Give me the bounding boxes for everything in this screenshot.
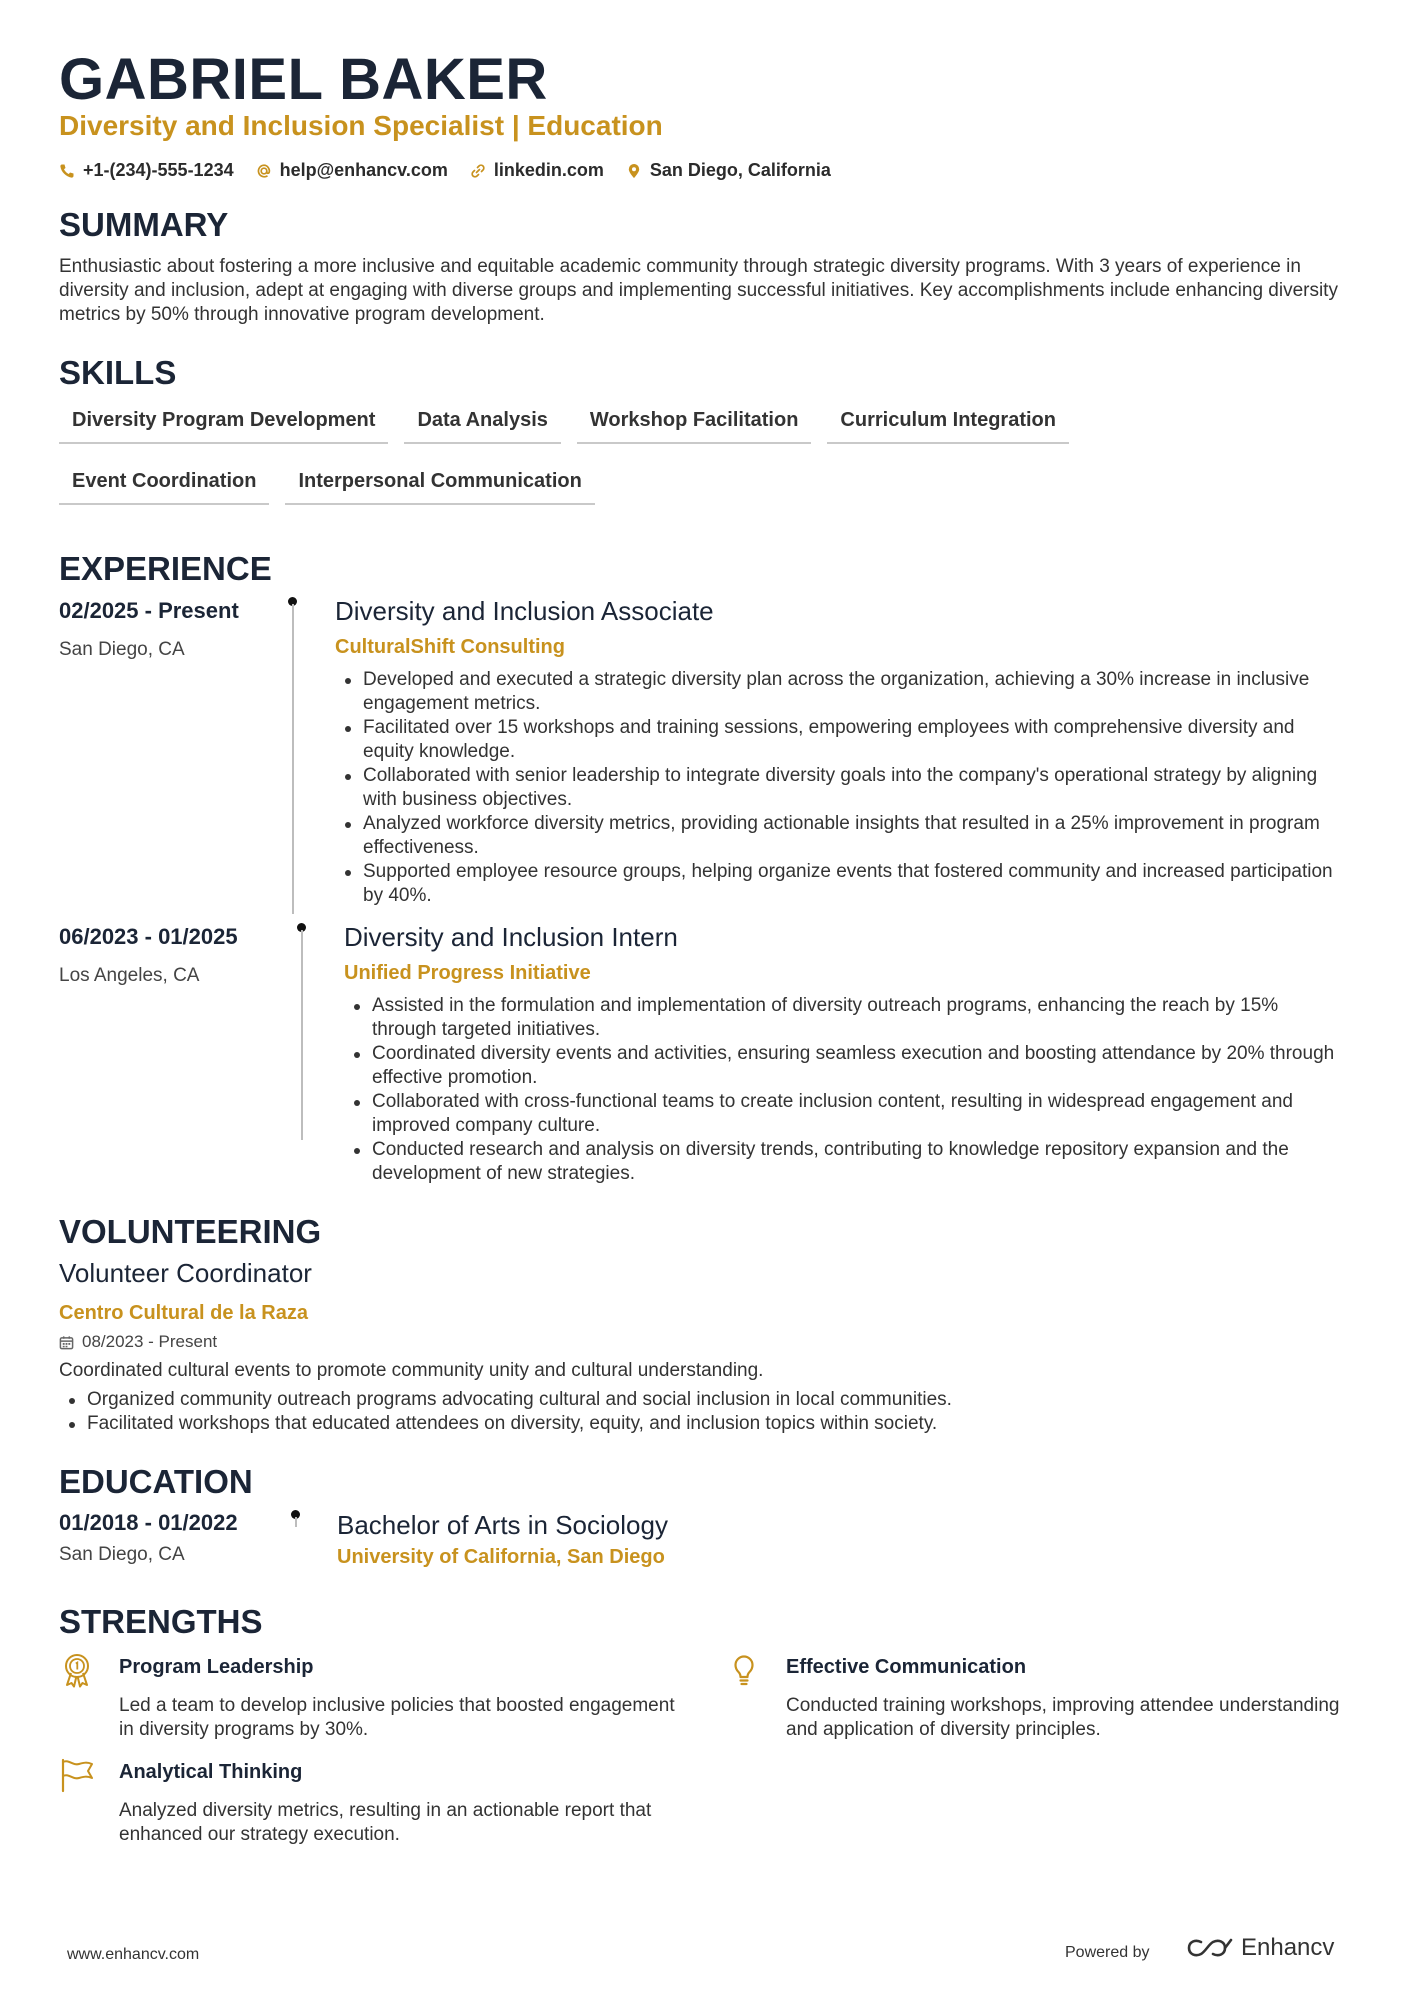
strength-title: Program Leadership	[119, 1656, 314, 1678]
contact-location	[626, 160, 831, 181]
job-title: Diversity and Inclusion Intern	[344, 922, 678, 952]
list-item: Developed and executed a strategic diversity plan across the organization, achieving a 30% increase in inclusive engagement metrics.	[335, 668, 1335, 716]
education-date: 01/2018 - 01/2022	[59, 1510, 238, 1535]
at-icon	[256, 163, 272, 179]
list-item: Supported employee resource groups, helping organize events that fostered community and increased participation by 40%.	[335, 860, 1335, 908]
list-item: Assisted in the formulation and implementation of diversity outreach programs, enhancing the reach by 15% through targeted initiatives.	[344, 994, 1344, 1042]
list-item: Collaborated with senior leadership to integrate diversity goals into the company's operational strategy by aligning with business objectives.	[335, 764, 1335, 812]
strength-title: Effective Communication	[786, 1656, 1027, 1678]
lightbulb-icon	[726, 1652, 762, 1688]
skill-tag: Interpersonal Communication	[285, 466, 594, 505]
timeline-line	[295, 1517, 297, 1527]
candidate-name: GABRIEL BAKER	[59, 47, 548, 112]
job-bullets	[335, 668, 1335, 908]
volunteer-description: Coordinated cultural events to promote community unity and cultural understanding.	[59, 1360, 764, 1381]
list-item: Analyzed workforce diversity metrics, providing actionable insights that resulted in a 25% improvement in program effectiveness.	[335, 812, 1335, 860]
job-bullets	[344, 994, 1344, 1186]
strength-description: Conducted training workshops, improving attendee understanding and application of diversity principles.	[786, 1695, 1340, 1740]
strength-description: Led a team to develop inclusive policies that boosted engagement in diversity programs by 30%.	[119, 1695, 675, 1740]
volunteer-date-text: 08/2023 - Present	[82, 1332, 218, 1351]
powered-by-label: Powered by	[1065, 1944, 1150, 1961]
education-degree: Bachelor of Arts in Sociology	[337, 1510, 668, 1540]
job-location: Los Angeles, CA	[59, 965, 200, 986]
flag-icon	[59, 1757, 95, 1793]
summary-heading: SUMMARY	[59, 206, 229, 243]
job-location: San Diego, CA	[59, 639, 185, 660]
education-heading: EDUCATION	[59, 1463, 253, 1500]
skill-tag: Event Coordination	[59, 466, 269, 505]
location-pin-icon	[626, 163, 642, 179]
list-item: Facilitated workshops that educated attendees on diversity, equity, and inclusion topics within society.	[59, 1412, 1349, 1436]
strength-title: Analytical Thinking	[119, 1761, 303, 1783]
summary-text: Enthusiastic about fostering a more inclusive and equitable academic community through strategic diversity programs. With 3 years of experience in diversity and inclusion, adept at engaging with diverse groups and implementing successful initiatives. Key accomplishments include enhancing diversity metrics by 50% through innovative program development.	[59, 256, 1338, 325]
skills-heading: SKILLS	[59, 354, 177, 391]
contact-bar	[59, 160, 831, 181]
contact-email[interactable]	[256, 160, 448, 181]
education-school: University of California, San Diego	[337, 1546, 665, 1568]
skill-tag: Diversity Program Development	[59, 405, 388, 444]
brand-name: Enhancv	[1241, 1934, 1335, 1961]
skills-list	[59, 405, 1209, 505]
strengths-heading: STRENGTHS	[59, 1603, 263, 1640]
list-item: Facilitated over 15 workshops and training sessions, empowering employees with comprehensive diversity and equity knowledge.	[335, 716, 1335, 764]
brand-logo[interactable]	[1187, 1934, 1334, 1962]
skill-tag: Workshop Facilitation	[577, 405, 812, 444]
job-company: Unified Progress Initiative	[344, 962, 591, 984]
volunteer-date	[59, 1332, 217, 1352]
skill-tag: Curriculum Integration	[827, 405, 1069, 444]
volunteer-bullets	[59, 1388, 1349, 1436]
volunteer-role: Volunteer Coordinator	[59, 1258, 312, 1288]
contact-linkedin-text: linkedin.com	[493, 160, 604, 180]
footer-url[interactable]: www.enhancv.com	[67, 1946, 200, 1963]
volunteer-org: Centro Cultural de la Raza	[59, 1302, 308, 1324]
list-item: Conducted research and analysis on diversity trends, contributing to knowledge repository expansion and the development of new strategies.	[344, 1138, 1344, 1186]
enhancv-logo-icon	[1187, 1936, 1233, 1960]
list-item: Coordinated diversity events and activities, ensuring seamless execution and boosting attendance by 20% through effective promotion.	[344, 1042, 1344, 1090]
contact-email-text: help@enhancv.com	[279, 160, 448, 180]
contact-phone-text: +1-(234)-555-1234	[83, 160, 234, 180]
contact-location-text: San Diego, California	[649, 160, 831, 180]
strength-description: Analyzed diversity metrics, resulting in an actionable report that enhanced our strategy execution.	[119, 1800, 652, 1845]
job-company: CulturalShift Consulting	[335, 636, 565, 658]
timeline-line	[292, 604, 294, 914]
calendar-icon	[59, 1335, 74, 1350]
candidate-role: Diversity and Inclusion Specialist | Education	[59, 110, 663, 141]
link-icon	[470, 163, 486, 179]
list-item: Organized community outreach programs advocating cultural and social inclusion in local communities.	[59, 1388, 1349, 1412]
timeline-line	[301, 930, 303, 1140]
experience-heading: EXPERIENCE	[59, 550, 272, 587]
list-item: Collaborated with cross-functional teams to create inclusion content, resulting in widespread engagement and improved company culture.	[344, 1090, 1344, 1138]
contact-linkedin[interactable]	[470, 160, 604, 181]
job-title: Diversity and Inclusion Associate	[335, 596, 714, 626]
contact-phone[interactable]	[59, 160, 234, 181]
phone-icon	[59, 163, 75, 179]
skill-tag: Data Analysis	[404, 405, 560, 444]
job-date: 02/2025 - Present	[59, 598, 239, 623]
volunteering-heading: VOLUNTEERING	[59, 1213, 322, 1250]
education-location: San Diego, CA	[59, 1544, 185, 1565]
job-date: 06/2023 - 01/2025	[59, 924, 238, 949]
award-ribbon-icon	[59, 1652, 95, 1688]
